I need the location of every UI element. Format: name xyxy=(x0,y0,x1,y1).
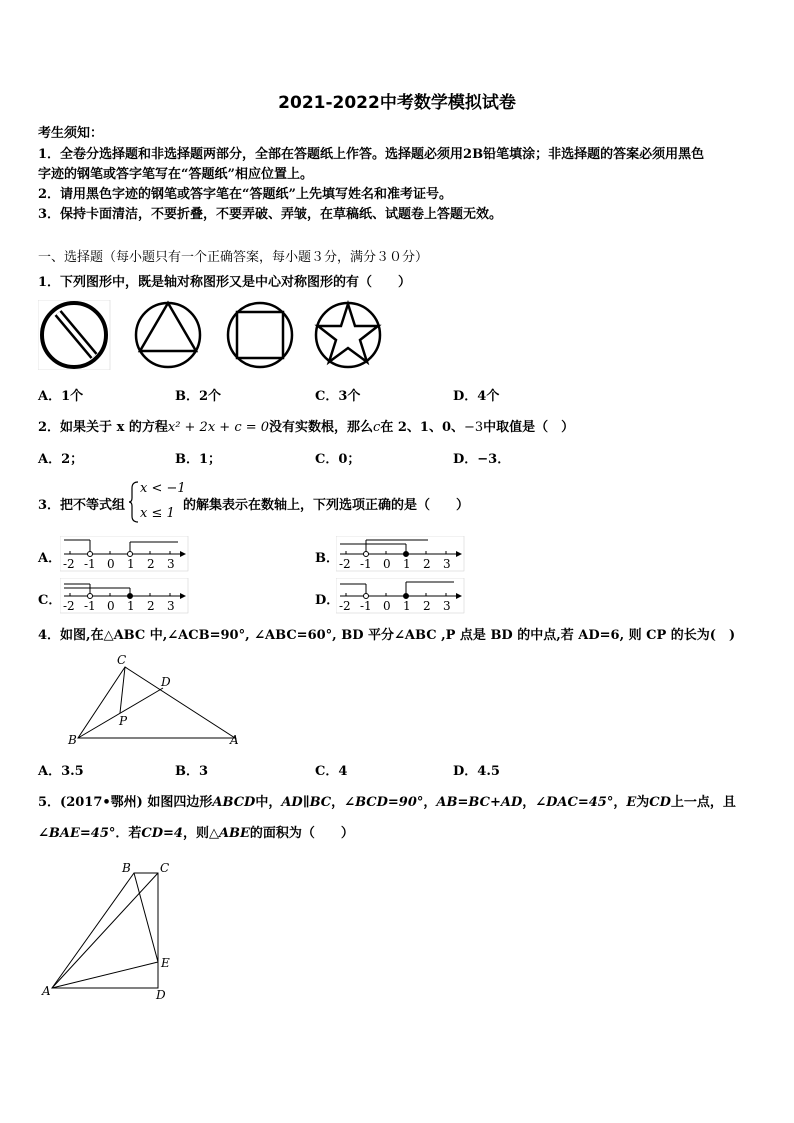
tick-label: -2 xyxy=(63,599,75,613)
tick-label: 0 xyxy=(383,599,391,613)
q5-cond-9: ABE xyxy=(218,826,250,841)
point-label-b: B xyxy=(122,861,131,875)
tick-label: 2 xyxy=(147,599,155,613)
q3-stem-a: 3．把不等式组 xyxy=(38,498,126,513)
point-label-d: D xyxy=(156,988,166,1002)
point-label-p: P xyxy=(119,714,128,728)
q4-option-b[interactable]: B．3 xyxy=(175,764,209,779)
q2-var: c xyxy=(373,420,381,435)
tick-label: 0 xyxy=(383,557,391,571)
q3-brace xyxy=(128,480,140,524)
q2-stem xyxy=(38,416,574,435)
section-heading: 一、选择题（每小题只有一个正确答案，每小题３分，满分３０分） xyxy=(38,250,429,265)
q5-cond-2: ∠BCD=90° xyxy=(344,795,424,810)
tick-label: -1 xyxy=(84,599,96,613)
q5-cond-3: AB=BC+AD xyxy=(436,795,523,810)
q5-stem-line-2 xyxy=(38,822,354,841)
q3-stem-b: 的解集表示在数轴上，下列选项正确的是（ ） xyxy=(183,498,470,513)
point-label-d: D xyxy=(161,675,171,689)
figure-circle-square xyxy=(228,303,292,367)
q3-option-d-label[interactable]: D． xyxy=(315,593,340,608)
tick-label: 1 xyxy=(127,557,135,571)
tick-label: 1 xyxy=(127,599,135,613)
q2-equation: x² + 2x + c = 0 xyxy=(167,420,270,435)
q1-figures xyxy=(38,300,383,370)
q4-option-a[interactable]: A．3.5 xyxy=(38,764,84,779)
q5-cond-7: ∠BAE=45° xyxy=(38,826,116,841)
tick-label: 2 xyxy=(423,557,431,571)
q1-option-b[interactable]: B．2个 xyxy=(175,389,222,404)
q3-option-b-label[interactable]: B． xyxy=(315,551,339,566)
point-label-b: B xyxy=(68,733,77,747)
notice-line-3: 3．保持卡面清洁，不要折叠，不要弄破、弄皱，在草稿纸、试题卷上答题无效。 xyxy=(38,207,503,222)
notice-line-2: 2．请用黑色字迹的钢笔或答字笔在“答题纸”上先填写姓名和准考证号。 xyxy=(38,187,453,202)
q4-triangle-figure xyxy=(62,650,252,750)
figure-circle-triangle xyxy=(136,303,200,367)
q4-option-d[interactable]: D．4.5 xyxy=(453,764,500,779)
q2-option-b[interactable]: B．1； xyxy=(175,452,222,467)
figure-circle-star xyxy=(316,303,380,367)
q3-option-c-numberline xyxy=(60,578,190,614)
q5-stem-g: 的面积为（ ） xyxy=(249,826,354,841)
q5-stem-b: 中， xyxy=(255,795,282,810)
q2-stem-a: 2．如果关于 x 的方程 xyxy=(38,420,168,435)
q1-option-c[interactable]: C．3个 xyxy=(315,389,361,404)
q2-stem-c: 在 2、1、0、 xyxy=(380,420,464,435)
q2-option-c[interactable]: C．0； xyxy=(315,452,361,467)
q5-abcd: ABCD xyxy=(212,795,256,810)
q3-ineq-2: x ≤ 1 xyxy=(140,506,175,521)
tick-label: -1 xyxy=(84,557,96,571)
point-label-a: A xyxy=(42,984,51,998)
q1-option-d[interactable]: D．4个 xyxy=(453,389,500,404)
q3-option-d-numberline xyxy=(336,578,466,614)
q5-cond-4: ∠DAC=45° xyxy=(535,795,614,810)
tick-label: -1 xyxy=(360,599,372,613)
q5-cond-6: CD xyxy=(649,795,671,810)
q3-option-a-numberline xyxy=(60,536,190,572)
tick-label: 3 xyxy=(167,557,175,571)
notice-heading: 考生须知： xyxy=(38,126,104,141)
q2-option-d[interactable]: D．−3． xyxy=(453,452,511,467)
tick-label: 2 xyxy=(147,557,155,571)
q5-cond-5: E xyxy=(626,795,637,810)
tick-label: 3 xyxy=(443,557,451,571)
q1-option-a[interactable]: A．1个 xyxy=(38,389,84,404)
tick-label: 1 xyxy=(403,557,411,571)
q3-ineq-1: x < −1 xyxy=(140,481,186,496)
page-title: 2021-2022中考数学模拟试卷 xyxy=(278,93,516,113)
tick-label: -2 xyxy=(339,599,351,613)
notice-line-1b: 字迹的钢笔或答字笔写在“答题纸”相应位置上。 xyxy=(38,167,313,182)
q5-stem-d: 上一点，且 xyxy=(670,795,736,810)
q2-stem-d: 中取值是（ ） xyxy=(483,420,575,435)
q5-stem-c: 为 xyxy=(636,795,650,810)
q3-option-c-label[interactable]: C． xyxy=(38,593,62,608)
point-label-c: C xyxy=(160,861,170,875)
tick-label: -2 xyxy=(339,557,351,571)
q5-quadrilateral-figure xyxy=(38,855,188,1005)
q1-stem: 1．下列图形中，既是轴对称图形又是中心对称图形的有（ ） xyxy=(38,275,412,290)
tick-label: 0 xyxy=(107,599,115,613)
tick-label: 3 xyxy=(443,599,451,613)
tick-label: -2 xyxy=(63,557,75,571)
q2-value: −3 xyxy=(464,420,484,435)
q5-stem-line-1: 5．(2017•鄂州) 如图四边形ABCD中，AD∥BC，∠BCD=90°，AB=BC+AD，∠DAC=45°，E为CD上一点，且 xyxy=(38,795,736,810)
q2-option-a[interactable]: A．2； xyxy=(38,452,84,467)
point-label-e: E xyxy=(161,956,170,970)
tick-label: -1 xyxy=(360,557,372,571)
q2-stem-b: 没有实数根，那么 xyxy=(269,420,374,435)
q3-option-a-label[interactable]: A． xyxy=(38,551,62,566)
q5-stem-e: ．若 xyxy=(115,826,142,841)
tick-label: 2 xyxy=(423,599,431,613)
q4-stem: 4．如图,在△ABC 中,∠ACB=90°, ∠ABC=60°, BD 平分∠ABC ,P 点是 BD 的中点,若 AD=6, 则 CP 的长为( ) xyxy=(38,628,736,643)
point-label-c: C xyxy=(117,653,127,667)
q5-stem-a: 5．(2017•鄂州) 如图四边形 xyxy=(38,795,213,810)
tick-label: 3 xyxy=(167,599,175,613)
q3-option-b-numberline xyxy=(336,536,466,572)
q5-stem-f: ，则△ xyxy=(182,826,219,841)
q4-option-c[interactable]: C．4 xyxy=(315,764,348,779)
point-label-a: A xyxy=(230,733,239,747)
q5-cond-8: CD=4 xyxy=(141,826,183,841)
figure-circle-slash xyxy=(38,300,110,370)
tick-label: 0 xyxy=(107,557,115,571)
tick-label: 1 xyxy=(403,599,411,613)
notice-line-1: 1．全卷分选择题和非选择题两部分，全部在答题纸上作答。选择题必须用2B铅笔填涂；非选择题的答案必须用黑色 xyxy=(38,147,705,162)
q5-cond-1: AD∥BC xyxy=(281,795,332,810)
